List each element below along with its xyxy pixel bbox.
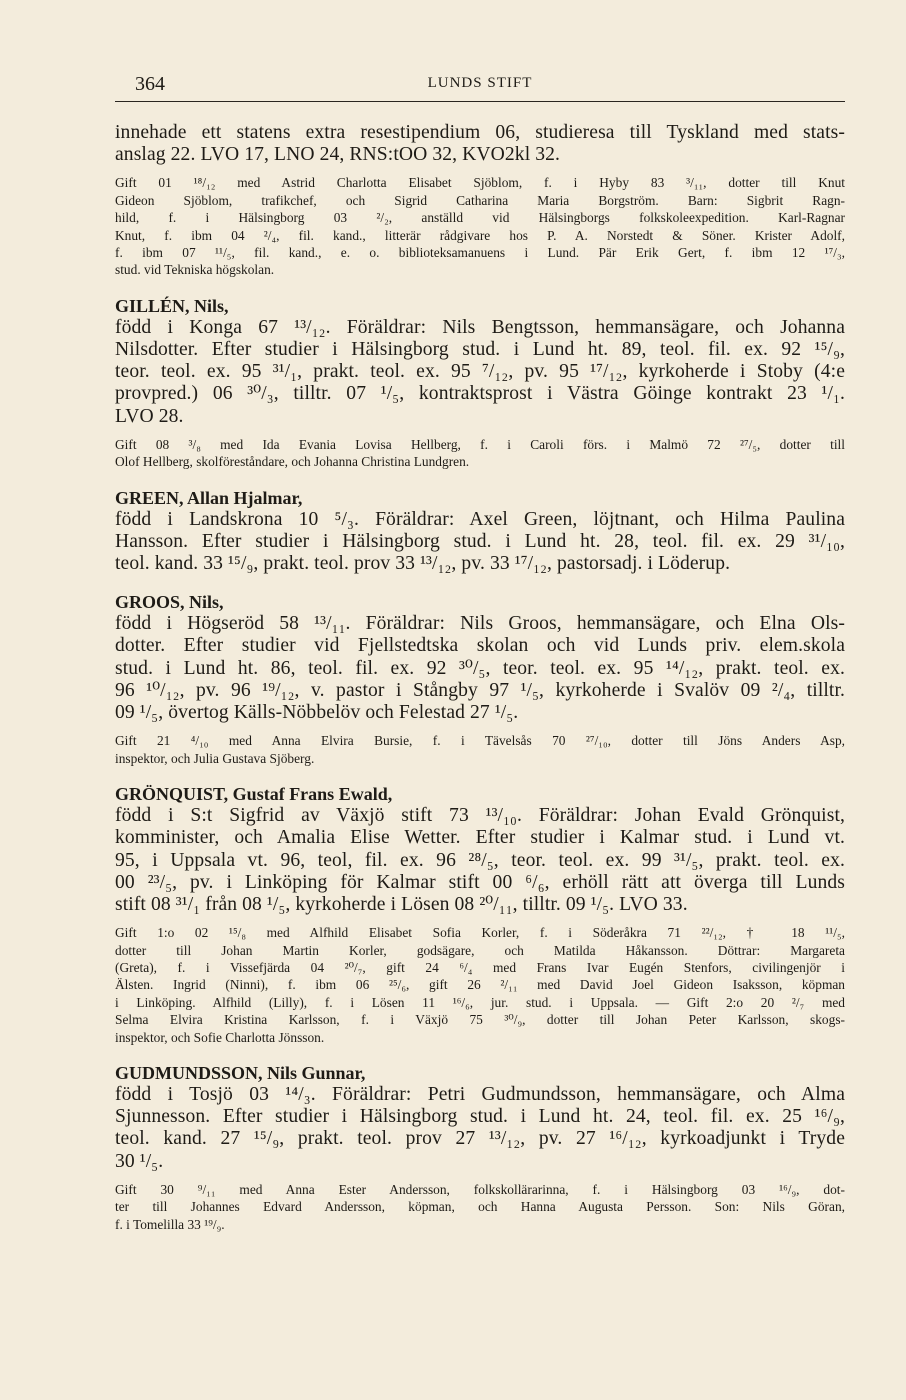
note-line: Gideon Sjöblom, trafikchef, och Sigrid Catharina Maria Borgström. Barn: Sigbrit Ragn- (115, 192, 845, 208)
entry-family-note (115, 436, 845, 471)
intro-family-note (115, 174, 845, 278)
entry-gronquist (115, 783, 845, 1046)
entry-green (115, 487, 845, 576)
note-line: Gift 01 ¹⁸/₁₂ med Astrid Charlotta Elisabet Sjöblom, f. i Hyby 83 ³/₁₁, dotter till Knut (115, 175, 845, 191)
note-line: Selma Elvira Kristina Karlsson, f. i Växjö 75 ³⁰/₉, dotter till Johan Peter Karlsson, skogs- (115, 1012, 845, 1028)
text-line: dotter. Efter studier vid Fjellstedtska skolan och vid Lunds priv. elem.skola (115, 635, 845, 657)
note-line: hild, f. i Hälsingborg 03 ²/₂, anställd vid Hälsingborgs folkskoleexpedition. Karl-Ragnar (115, 210, 845, 226)
note-line: i Linköping. Alfhild (Lilly), f. i Lösen 11 ¹⁶/₆, jur. stud. i Uppsala. — Gift 2:o 20 ²/₇ med (115, 994, 845, 1010)
text-line: född i Landskrona 10 ⁵/₃. Föräldrar: Axel Green, löjtnant, och Hilma Paulina (115, 508, 845, 530)
entry-heading: GUDMUNDSSON, Nils Gunnar, (115, 1062, 366, 1083)
running-title: LUNDS STIFT (427, 75, 533, 91)
note-line: inspektor, och Sofie Charlotta Jönsson. (115, 1029, 325, 1045)
entry-family-note (115, 924, 845, 1046)
text-line: född i Högseröd 58 ¹³/₁₁. Föräldrar: Nils Groos, hemmansägare, och Elna Ols- (115, 613, 845, 635)
intro-entry-continuation (115, 122, 845, 279)
text-line: provpred.) 06 ³⁰/₃, tilltr. 07 ¹/₅, kontraktsprost i Västra Göinge kontrakt 23 ¹/₁. (115, 383, 845, 405)
entry-groos (115, 591, 845, 767)
page-header (115, 73, 845, 102)
entry-heading: GRÖNQUIST, Gustaf Frans Ewald, (115, 784, 393, 805)
note-line: stud. vid Tekniska högskolan. (115, 262, 275, 278)
note-line: dotter till Johan Martin Korler, godsägare, och Matilda Håkansson. Döttrar: Margareta (115, 942, 845, 958)
text-line: teor. teol. ex. 95 ³¹/₁, prakt. teol. ex. 95 ⁷/₁₂, pv. 95 ¹⁷/₁₂, kyrkoherde i Stoby (4:e (115, 361, 845, 383)
entry-heading: GILLÉN, Nils, (115, 295, 229, 316)
note-line: Gift 21 ⁴/₁₀ med Anna Elvira Bursie, f. i Tävelsås 70 ²⁷/₁₀, dotter till Jöns Anders Asp, (115, 733, 845, 749)
text-line: 00 ²³/₅, pv. i Linköping för Kalmar stift 00 ⁶/₆, erhöll rätt att överga till Lunds (115, 871, 845, 893)
note-line: Gift 1:o 02 ¹⁵/₈ med Alfhild Elisabet Sofia Korler, f. i Söderåkra 71 ²²/₁₂, † 18 ¹¹/₅, (115, 925, 845, 941)
note-line: Knut, f. ibm 04 ²/₄, fil. kand., litterär rådgivare hos P. A. Norstedt & Söner. Krister Adolf, (115, 227, 845, 243)
entry-family-note (115, 732, 845, 767)
text-line: 09 ¹/₅, övertog Källs-Nöbbelöv och Felestad 27 ¹/₅. (115, 702, 519, 724)
note-line: ter till Johannes Edvard Andersson, köpman, och Hanna Augusta Persson. Son: Nils Göran, (115, 1199, 845, 1215)
text-line: född i Konga 67 ¹³/₁₂. Föräldrar: Nils Bengtsson, hemmansägare, och Johanna (115, 316, 845, 338)
entry-main-text (115, 509, 845, 576)
entry-gudmundsson (115, 1062, 845, 1233)
text-line: LVO 28. (115, 405, 184, 427)
text-line: 95, i Uppsala vt. 96, teol, fil. ex. 96 ²⁸/₅, teor. teol. ex. 99 ³¹/₅, prakt. teol. ex. (115, 849, 845, 871)
note-line: Gift 08 ³/₈ med Ida Evania Lovisa Hellberg, f. i Caroli förs. i Malmö 72 ²⁷/₅, dotter till (115, 436, 845, 452)
text-line: 30 ¹/₅. (115, 1150, 164, 1172)
page-number: 364 (135, 73, 165, 95)
note-line: Gift 30 ⁹/₁₁ med Anna Ester Andersson, folkskollärarinna, f. i Hälsingborg 03 ¹⁶/₉, dot- (115, 1181, 845, 1197)
intro-main-text (115, 122, 845, 166)
entry-main-text (115, 1084, 845, 1173)
note-line: Olof Hellberg, skolföreståndare, och Johanna Christina Lundgren. (115, 454, 470, 470)
entry-heading: GREEN, Allan Hjalmar, (115, 487, 303, 508)
entry-gillen (115, 295, 845, 471)
text-line: Hansson. Efter studier i Hälsingborg stud. i Lund ht. 28, teol. fil. ex. 29 ³¹/₁₀, (115, 530, 845, 552)
text-line: Sjunnesson. Efter studier i Hälsingborg stud. i Lund ht. 24, teol. fil. ex. 25 ¹⁶/₉, (115, 1106, 845, 1128)
note-line: (Greta), f. i Vissefjärda 04 ²⁰/₇, gift 24 ⁶/₄ med Frans Ivar Eugén Stenfors, civilingenjör i (115, 959, 845, 975)
entry-main-text (115, 317, 845, 428)
entry-main-text (115, 613, 845, 724)
text-line: teol. kand. 27 ¹⁵/₉, prakt. teol. prov 27 ¹³/₁₂, pv. 27 ¹⁶/₁₂, kyrkoadjunkt i Tryde (115, 1128, 845, 1150)
page-body (115, 122, 845, 1233)
entry-main-text (115, 805, 845, 916)
entry-heading: GROOS, Nils, (115, 592, 224, 613)
text-line: stift 08 ³¹/₁ från 08 ¹/₅, kyrkoherde i Lösen 08 ²⁰/₁₁, tilltr. 09 ¹/₅. LVO 33. (115, 893, 688, 915)
text-line: 96 ¹⁰/₁₂, pv. 96 ¹⁹/₁₂, v. pastor i Stångby 97 ¹/₅, kyrkoherde i Svalöv 09 ²/₄, tilltr. (115, 679, 845, 701)
note-line: f. ibm 07 ¹¹/₅, fil. kand., e. o. biblioteksamanuens i Lund. Pär Erik Gert, f. ibm 12 ¹⁷/₃, (115, 245, 845, 261)
text-line: anslag 22. LVO 17, LNO 24, RNS:tOO 32, KVO2kl 32. (115, 144, 561, 166)
text-line: komminister, och Amalia Elise Wetter. Efter studier i Kalmar stud. i Lund vt. (115, 827, 845, 849)
text-line: innehade ett statens extra resestipendium 06, studieresa till Tyskland med stats- (115, 122, 845, 143)
note-line: f. i Tomelilla 33 ¹⁹/₉. (115, 1216, 225, 1232)
text-line: född i S:t Sigfrid av Växjö stift 73 ¹³/₁₀. Föräldrar: Johan Evald Grönquist, (115, 805, 845, 827)
note-line: Älsten. Ingrid (Ninni), f. ibm 06 ²⁵/₆, gift 26 ²/₁₁ med David Joel Gideon Isaksson, köpman (115, 977, 845, 993)
text-line: stud. i Lund ht. 86, teol. fil. ex. 92 ³⁰/₅, teor. teol. ex. 95 ¹⁴/₁₂, prakt. teol. ex. (115, 657, 845, 679)
text-line: teol. kand. 33 ¹⁵/₉, prakt. teol. prov 33 ¹³/₁₂, pv. 33 ¹⁷/₁₂, pastorsadj. i Löderup. (115, 553, 731, 575)
text-line: född i Tosjö 03 ¹⁴/₃. Föräldrar: Petri Gudmundsson, hemmansägare, och Alma (115, 1083, 845, 1105)
entry-family-note (115, 1181, 845, 1233)
note-line: inspektor, och Julia Gustava Sjöberg. (115, 750, 315, 766)
text-line: Nilsdotter. Efter studier i Hälsingborg stud. i Lund ht. 89, teol. fil. ex. 92 ¹⁵/₉, (115, 339, 845, 361)
